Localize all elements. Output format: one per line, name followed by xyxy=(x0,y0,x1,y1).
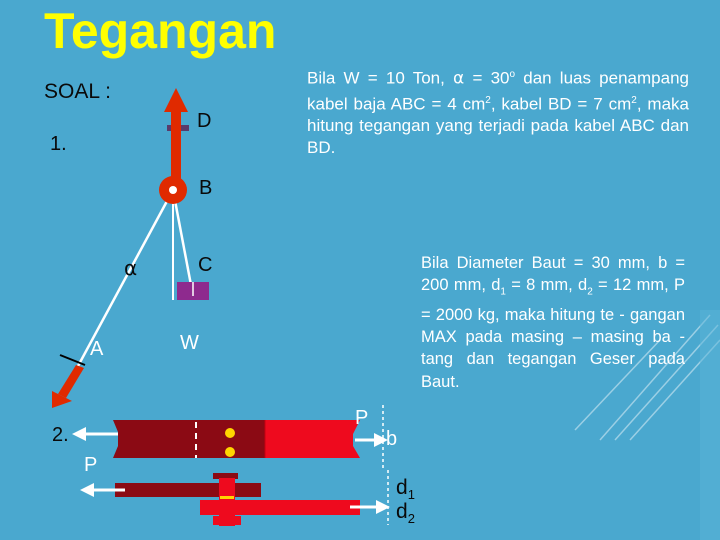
bottom-plate-lower xyxy=(200,500,360,515)
bottom-plate-top xyxy=(115,483,261,497)
label-a: A xyxy=(90,338,104,360)
label-w: W xyxy=(180,332,199,354)
label-d: D xyxy=(197,110,212,132)
label-d1: $d_1$ xyxy=(396,476,415,503)
label-alpha: α xyxy=(124,256,138,280)
soal-label: SOAL : xyxy=(44,80,111,103)
plate-left xyxy=(113,420,265,458)
problem-1-text: Bila W = 10 Ton, $\alpha = 30^o$ dan luas penampang kabel baja ABC = 4 $cm^2$, kabel BD = 7 $cm^2$, maka hitung tegangan yang terjadi pada kabel ABC dan BD. xyxy=(307,68,689,158)
bolt-top xyxy=(225,428,235,438)
bolt-bottom xyxy=(225,447,235,457)
problem-1-number: 1. xyxy=(50,133,67,155)
slide-title: Tegangan xyxy=(44,3,277,59)
label-b-dim: b xyxy=(386,428,398,450)
problem-2-number: 2. xyxy=(52,424,69,446)
label-p-right: P xyxy=(355,407,369,429)
problem-2-text: Bila Diameter Baut = 30 mm, b = 200 mm, $d_1 = 8$ mm, $d_2 = 12$ mm, P = 2000 kg, maka hitung te - gangan MAX pada masing – masing ba - tang dan tegangan Geser pada Baut. xyxy=(421,254,685,391)
label-c: C xyxy=(198,254,213,276)
label-d2: $d_2$ xyxy=(396,500,415,527)
label-b: B xyxy=(199,177,213,199)
label-p-left: P xyxy=(84,454,98,476)
plate-right xyxy=(265,420,360,458)
